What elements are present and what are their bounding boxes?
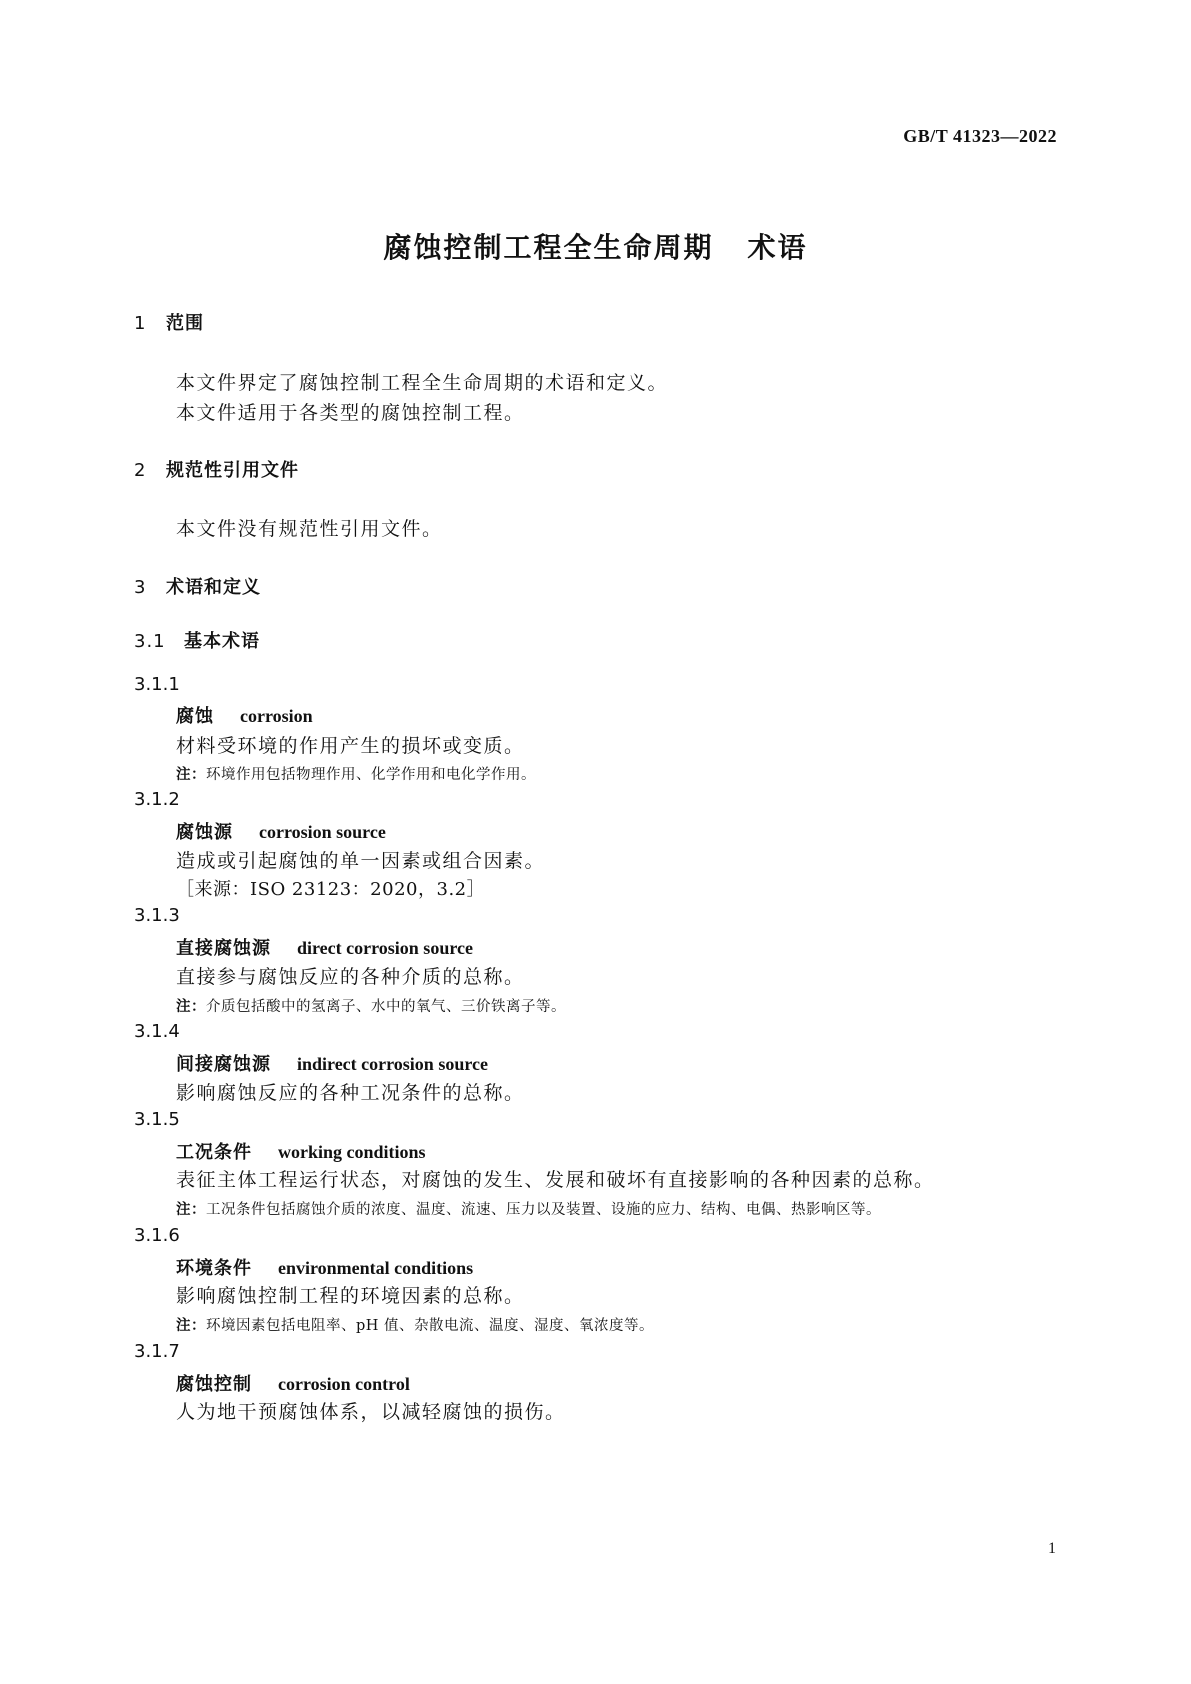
- term-entry: [176, 702, 313, 728]
- section-number: 3.1: [134, 631, 166, 652]
- section-2-paragraph-1: 本文件没有规范性引用文件。: [176, 518, 443, 540]
- section-title: 范围: [166, 313, 204, 334]
- term-note: [176, 1198, 881, 1219]
- section-3-heading: [134, 573, 261, 599]
- term-entry: [176, 1254, 473, 1280]
- term-en: working conditions: [278, 1142, 426, 1162]
- term-note: [176, 763, 536, 784]
- term-note: [176, 1314, 654, 1335]
- note-label: 注：: [176, 1318, 206, 1334]
- term-zh: 环境条件: [176, 1258, 252, 1279]
- section-title: 术语和定义: [166, 577, 261, 598]
- term-definition: 表征主体工程运行状态，对腐蚀的发生、发展和破坏有直接影响的各种因素的总称。: [176, 1169, 935, 1191]
- term-zh: 直接腐蚀源: [176, 938, 271, 959]
- document-title-sub: 术语: [747, 231, 808, 264]
- term-entry: [176, 1050, 488, 1076]
- section-title: 规范性引用文件: [166, 460, 299, 481]
- term-en: direct corrosion source: [297, 938, 473, 958]
- term-definition: 人为地干预腐蚀体系，以减轻腐蚀的损伤。: [176, 1401, 566, 1423]
- page-number: 1: [1048, 1540, 1056, 1557]
- term-number: 3.1.7: [134, 1341, 180, 1362]
- term-en: corrosion source: [259, 822, 386, 842]
- document-title: [0, 226, 1191, 266]
- section-1-paragraph-2: 本文件适用于各类型的腐蚀控制工程。: [176, 402, 525, 424]
- term-number: 3.1.1: [134, 674, 180, 695]
- term-zh: 间接腐蚀源: [176, 1054, 271, 1075]
- term-zh: 腐蚀控制: [176, 1374, 252, 1395]
- standard-number: GB/T 41323—2022: [903, 126, 1057, 146]
- term-number: 3.1.6: [134, 1225, 180, 1246]
- section-number: 1: [134, 313, 147, 334]
- term-definition: 造成或引起腐蚀的单一因素或组合因素。: [176, 850, 546, 872]
- section-number: 2: [134, 460, 147, 481]
- term-entry: [176, 934, 473, 960]
- note-label: 注：: [176, 1202, 206, 1218]
- section-1-paragraph-1: 本文件界定了腐蚀控制工程全生命周期的术语和定义。: [176, 372, 669, 394]
- document-title-main: 腐蚀控制工程全生命周期: [383, 231, 714, 264]
- section-1-heading: [134, 309, 204, 335]
- term-entry: [176, 1370, 410, 1396]
- note-label: 注：: [176, 767, 206, 783]
- term-zh: 工况条件: [176, 1142, 252, 1163]
- term-definition: 直接参与腐蚀反应的各种介质的总称。: [176, 966, 525, 988]
- note-text: 环境因素包括电阻率、pH 值、杂散电流、温度、湿度、氧浓度等。: [206, 1318, 655, 1334]
- section-title: 基本术语: [184, 631, 260, 652]
- term-definition: 影响腐蚀控制工程的环境因素的总称。: [176, 1285, 525, 1307]
- term-en: indirect corrosion source: [297, 1054, 488, 1074]
- note-text: 工况条件包括腐蚀介质的浓度、温度、流速、压力以及装置、设施的应力、结构、电偶、热影响区等。: [206, 1202, 881, 1218]
- term-number: 3.1.3: [134, 905, 180, 926]
- term-zh: 腐蚀: [176, 706, 214, 727]
- term-en: corrosion control: [278, 1374, 410, 1394]
- term-number: 3.1.4: [134, 1021, 180, 1042]
- term-definition: 材料受环境的作用产生的损坏或变质。: [176, 735, 525, 757]
- note-text: 环境作用包括物理作用、化学作用和电化学作用。: [206, 767, 536, 783]
- term-entry: [176, 1138, 426, 1164]
- section-number: 3: [134, 577, 147, 598]
- note-text: 介质包括酸中的氢离子、水中的氧气、三价铁离子等。: [206, 999, 566, 1015]
- section-2-heading: [134, 456, 299, 482]
- term-en: corrosion: [240, 706, 313, 726]
- term-en: environmental conditions: [278, 1258, 474, 1278]
- term-definition: 影响腐蚀反应的各种工况条件的总称。: [176, 1082, 525, 1104]
- term-number: 3.1.2: [134, 789, 180, 810]
- section-3-1-heading: [134, 627, 260, 653]
- note-label: 注：: [176, 999, 206, 1015]
- term-entry: [176, 818, 386, 844]
- term-zh: 腐蚀源: [176, 822, 233, 843]
- term-number: 3.1.5: [134, 1109, 180, 1130]
- term-note: [176, 995, 566, 1016]
- term-source: ［来源：ISO 23123：2020，3.2］: [176, 879, 486, 900]
